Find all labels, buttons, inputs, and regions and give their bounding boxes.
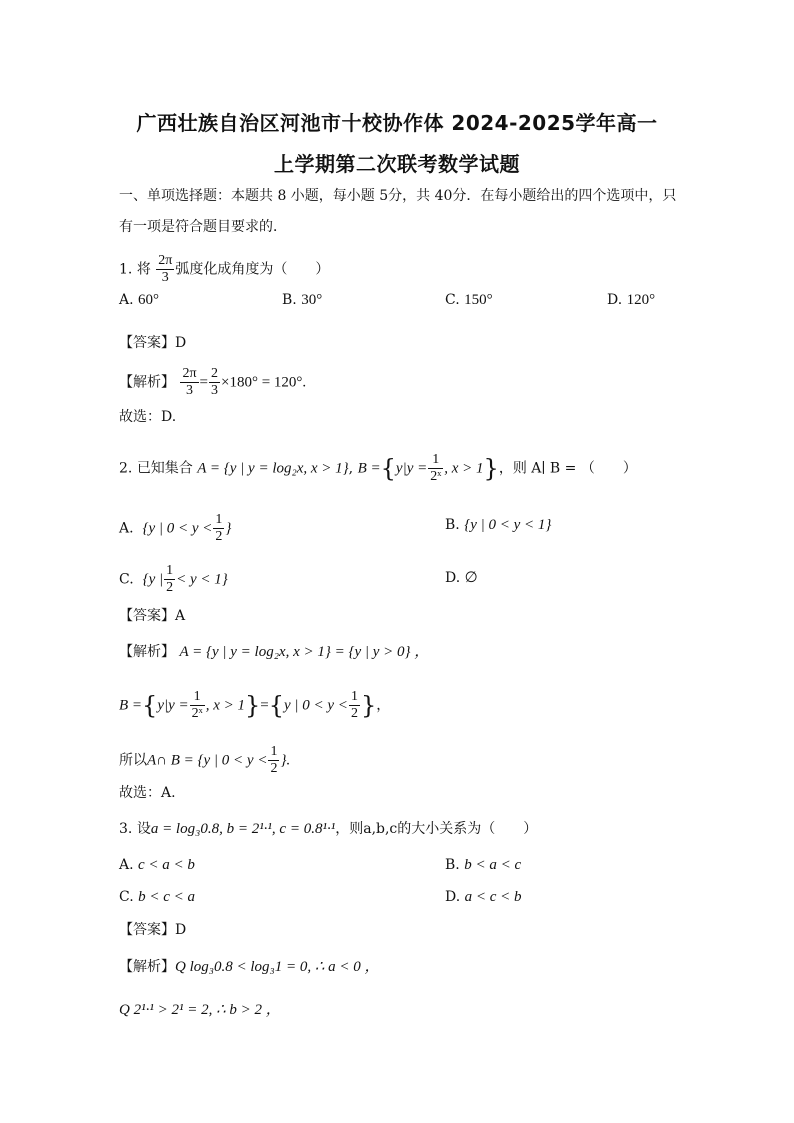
analysis-3-line1 [119, 957, 380, 977]
fraction-numerator: 1 [428, 452, 443, 469]
analysis-expression: ×180° = 120°. [221, 374, 307, 391]
option-label: D. [607, 292, 623, 308]
question-suffix: ，则 A∣ B = （ ） [498, 460, 637, 477]
option-label: C. [119, 571, 134, 588]
answer-2 [119, 606, 185, 626]
choose-label: 故选： [119, 785, 161, 801]
option-label: C. [119, 889, 134, 905]
fraction-denominator: 3 [211, 383, 218, 398]
equals: = [260, 697, 269, 714]
question-suffix: ，则a,b,c的大小关系为（ ） [335, 821, 538, 837]
set-b-domain: , x > 1 [444, 460, 484, 477]
question-text: 弧度化成角度为（ ） [175, 261, 330, 278]
option-a [119, 292, 159, 309]
option-a [119, 857, 195, 874]
punctuation: ， [376, 697, 391, 714]
analysis-1 [119, 366, 306, 399]
option-value-end: } [225, 520, 232, 537]
answer-value: D [175, 335, 187, 351]
choose-value: A. [161, 785, 176, 801]
option-label: B. [282, 292, 297, 308]
fraction [209, 366, 220, 399]
analysis-expression: A = {y | y = log₂x, x > 1} = {y | y > 0} ， [179, 644, 430, 660]
option-c [119, 889, 195, 906]
analysis-label: 【解析】 [119, 959, 175, 975]
question-math: a = log₃0.8, b = 2¹·¹, c = 0.8¹·¹ [150, 821, 336, 837]
option-label: B. [445, 517, 460, 533]
set-b-domain: , x > 1 [205, 697, 245, 714]
fraction-numerator: 1 [350, 689, 358, 704]
fraction-numerator: 2π [182, 366, 197, 381]
option-b [445, 517, 551, 534]
question-number: 2. [119, 460, 133, 477]
left-brace: { [142, 691, 158, 720]
right-brace: } [244, 691, 261, 720]
right-brace: } [483, 454, 499, 483]
left-brace: { [268, 691, 284, 720]
set-b-condition: y|y = [395, 460, 428, 477]
analysis-2-line1 [119, 642, 429, 662]
exam-title-line2: 上学期第二次联考数学试题 [274, 152, 520, 176]
question-1 [119, 253, 329, 286]
set-result: y | 0 < y < [284, 697, 348, 714]
analysis-label: 【解析】 [119, 374, 175, 391]
choose-label: 故选： [119, 409, 161, 425]
fraction-denominator: 2ˣ [191, 706, 203, 721]
option-b [282, 292, 322, 309]
fraction-numerator: 1 [270, 744, 278, 759]
option-value: 120° [626, 292, 656, 308]
choose-1 [119, 407, 176, 427]
fraction [164, 563, 175, 596]
fraction-numerator: 1 [190, 689, 205, 706]
option-c [119, 563, 228, 596]
exam-title-line1: 广西壮族自治区河池市十校协作体 2024-2025学年高一 [136, 111, 658, 135]
option-label: D. [445, 570, 461, 586]
option-label: D. [445, 889, 461, 905]
fraction [268, 744, 279, 777]
fraction-numerator: 1 [215, 512, 223, 527]
set-b-label: B = [357, 460, 381, 477]
fraction-numerator: 2π [158, 253, 173, 268]
choose-value: D. [161, 409, 177, 425]
fraction-numerator: 1 [166, 563, 174, 578]
fraction-denominator: 2 [350, 706, 358, 721]
choose-2 [119, 783, 176, 803]
option-a [119, 512, 231, 545]
option-b [445, 857, 521, 874]
answer-label: 【答案】 [119, 608, 175, 624]
question-number: 1. [119, 261, 133, 278]
fraction-denominator: 2ˣ [430, 469, 442, 484]
equals: = [199, 374, 208, 391]
fraction-denominator: 2 [270, 761, 278, 776]
analysis-2-line3 [119, 744, 290, 777]
option-value: 150° [464, 292, 493, 308]
fraction-numerator: 2 [211, 366, 218, 381]
question-prefix: 设 [136, 821, 151, 837]
set-a-definition: A = {y | y = log₂x, x > 1} [197, 460, 349, 477]
answer-label: 【答案】 [119, 335, 175, 351]
option-value: 30° [301, 292, 323, 308]
fraction [180, 366, 198, 399]
fraction [349, 689, 360, 722]
right-brace: } [360, 691, 377, 720]
fraction-denominator: 2 [215, 529, 223, 544]
question-prefix: 已知集合 [136, 460, 193, 477]
fraction-denominator: 3 [185, 383, 193, 398]
option-value: a < c < b [464, 889, 522, 905]
set-b-condition: y|y = [157, 697, 189, 714]
answer-value: D [175, 922, 187, 938]
fraction [213, 512, 224, 545]
option-value: {y | 0 < y < [142, 520, 213, 537]
fraction [190, 689, 205, 722]
analysis-2-line2 [119, 689, 390, 722]
analysis-expression: Q log₃0.8 < log₃1 = 0, ∴ a < 0 ， [175, 959, 380, 975]
fraction-denominator: 2 [166, 580, 174, 595]
answer-label: 【答案】 [119, 922, 175, 938]
option-label: C. [445, 292, 460, 308]
answer-value: A [175, 608, 186, 624]
therefore-label: 所以 [119, 752, 147, 769]
question-2: 2. 已知集合 A = {y | y = log₂x, x > 1}, B ={y|y = $\frac{1}{\text{2ˣ}}$ , x > 1}，则 A∣ B = （ ） [119, 452, 637, 484]
option-value: b < c < a [138, 889, 196, 905]
analysis-expression: A∩ B = {y | 0 < y < [147, 752, 268, 769]
fraction-denominator: 3 [161, 270, 169, 285]
answer-1 [119, 333, 186, 353]
option-value: c < a < b [138, 857, 195, 873]
left-brace: { [380, 454, 396, 483]
question-prefix: 将 [136, 261, 151, 278]
option-d [445, 889, 522, 906]
question-number: 3. [119, 821, 133, 837]
fraction [156, 253, 174, 286]
option-value-end: < y < 1} [176, 571, 228, 588]
option-value: {y | [142, 571, 164, 588]
option-label: A. [119, 292, 134, 308]
analysis-3-line2 [119, 1000, 281, 1020]
option-d [445, 568, 478, 587]
analysis-expression-end: }. [280, 752, 291, 769]
option-value: 60° [138, 292, 160, 308]
option-label: A. [119, 857, 134, 873]
option-c [445, 292, 493, 309]
option-d [607, 292, 655, 309]
fraction [428, 452, 443, 485]
section-header-line2: 有一项是符合题目要求的． [119, 219, 287, 235]
option-label: A. [119, 520, 134, 537]
section-header-line1: 一、单项选择题：本题共 8 小题，每小题 5分，共 40分．在每小题给出的四个选项中，只 [119, 188, 677, 204]
analysis-label: 【解析】 [119, 644, 175, 660]
set-b-label: B = [119, 697, 143, 714]
option-value: ∅ [464, 570, 478, 586]
analysis-expression: Q 2¹·¹ > 2¹ = 2, ∴ b > 2 ， [119, 1002, 281, 1018]
question-3 [119, 819, 537, 839]
answer-3 [119, 920, 186, 940]
option-label: B. [445, 857, 460, 873]
option-value: b < a < c [464, 857, 522, 873]
option-value: {y | 0 < y < 1} [464, 517, 552, 533]
